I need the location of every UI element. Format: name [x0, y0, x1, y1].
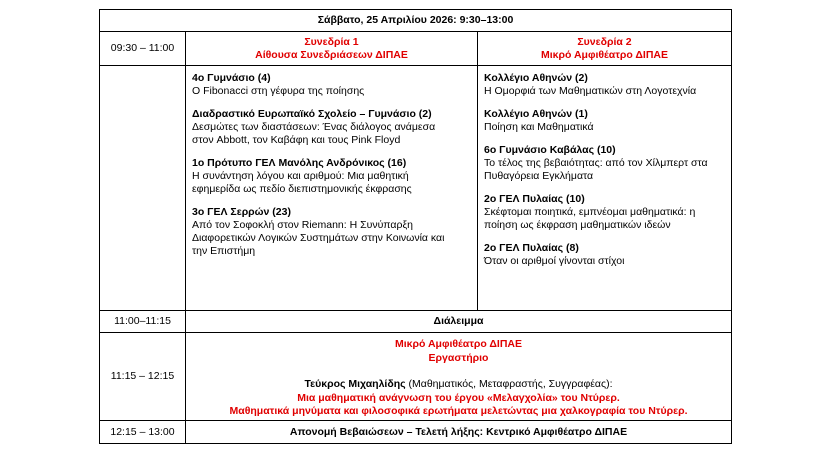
school-name: Κολλέγιο Αθηνών (1): [484, 108, 588, 120]
school-name: 3ο ΓΕΛ Σερρών (23): [192, 206, 291, 218]
session1-room: Αίθουσα Συνεδριάσεων ΔΙΠΑΕ: [255, 49, 408, 61]
talk-title: Πυθαγόρεια Εγκλήματα: [484, 170, 594, 182]
header-row: [100, 10, 732, 32]
workshop-speaker-line: [186, 378, 731, 392]
talk-title: Από τον Σοφοκλή στον Riemann: Η Συνύπαρξη: [192, 219, 413, 231]
schedule-table: [99, 9, 732, 444]
closing-row: [100, 421, 732, 444]
closing-label: Απονομή Βεβαιώσεων – Τελετή λήξης: Κεντρικό Αμφιθέατρο ΔΙΠΑΕ: [186, 421, 732, 444]
talk-title: ποίηση ως έκφραση μαθηματικών ιδεών: [484, 219, 671, 231]
session2-item: [484, 144, 725, 183]
talk-title: Ποίηση και Μαθηματικά: [484, 121, 594, 133]
talk-title: Η Ομορφιά των Μαθηματικών στη Λογοτεχνία: [484, 85, 697, 97]
talk-title: Ο Fibonacci στη γέφυρα της ποίησης: [192, 85, 365, 97]
session2-item: [484, 108, 725, 134]
session1-item: [192, 157, 471, 196]
talk-title: Το τέλος της βεβαιότητας: από τον Χίλμπερτ στα: [484, 157, 708, 169]
talk-title: Δεσμώτες των διαστάσεων: Ένας διάλογος ανάμεσα: [192, 121, 436, 133]
session2-item: [484, 193, 725, 232]
school-name: 2ο ΓΕΛ Πυλαίας (8): [484, 242, 579, 254]
school-name: Διαδραστικό Ευρωπαϊκό Σχολείο – Γυμνάσιο (2): [192, 108, 432, 120]
time-cell-1215: 12:15 – 13:00: [100, 421, 186, 444]
talk-title: εφημερίδα ως πεδίο διεπιστημονικής έκφρασης: [192, 183, 412, 195]
session2-item: [484, 72, 725, 98]
workshop-speaker-role: (Μαθηματικός, Μεταφραστής, Συγγραφέας):: [405, 378, 613, 390]
session2-room: Μικρό Αμφιθέατρο ΔΙΠΑΕ: [540, 49, 668, 61]
school-name: 1ο Πρότυπο ΓΕΛ Μανόλης Ανδρόνικος (16): [192, 157, 407, 169]
session1-item: [192, 206, 471, 258]
school-name: 6ο Γυμνάσιο Καβάλας (10): [484, 144, 616, 156]
time-cell-1100: 11:00–11:15: [100, 311, 186, 333]
session1-item: [192, 108, 471, 147]
workshop-speaker: Τεύκρος Μιχαηλίδης: [304, 378, 406, 390]
break-label: Διάλειμμα: [186, 311, 732, 333]
session2-header: [478, 32, 732, 66]
session1-header: [186, 32, 478, 66]
workshop-row: [100, 333, 732, 421]
break-row: [100, 311, 732, 333]
session1-item: [192, 72, 471, 98]
workshop-line1: Μια μαθηματική ανάγνωση του έργου «Μελαγχολία» του Ντύρερ.: [297, 391, 620, 404]
sessions-title-row: [100, 32, 732, 66]
talk-title: Όταν οι αριθμοί γίνονται στίχοι: [484, 255, 625, 267]
session2-item: [484, 242, 725, 268]
time-cell-empty: [100, 66, 186, 311]
day-header: Σάββατο, 25 Απριλίου 2026: 9:30–13:00: [100, 10, 732, 32]
workshop-cell: [186, 333, 732, 421]
talk-title: Η συνάντηση λόγου και αριθμού: Μια μαθητική: [192, 170, 409, 182]
school-name: Κολλέγιο Αθηνών (2): [484, 72, 588, 84]
workshop-room: Μικρό Αμφιθέατρο ΔΙΠΑΕ: [394, 338, 522, 350]
school-name: 2ο ΓΕΛ Πυλαίας (10): [484, 193, 585, 205]
session2-title: Συνεδρία 2: [577, 36, 632, 48]
talk-title: στον Abbott, τον Καβάφη και τους Pink Floyd: [192, 134, 401, 146]
sessions-content-row: [100, 66, 732, 311]
session2-list: [478, 66, 732, 311]
talk-title: Σκέφτομαι ποιητικά, εμπνέομαι μαθηματικά: η: [484, 206, 696, 218]
workshop-line2: Μαθηματικά μηνύματα και φιλοσοφικά ερωτήματα μελετώντας μια χαλκογραφία του Ντύρερ.: [229, 405, 688, 417]
session1-list: [186, 66, 478, 311]
talk-title: Διαφορετικών Λογικών Συστημάτων στην Κοινωνία και: [192, 232, 445, 244]
talk-title: την Επιστήμη: [192, 245, 256, 257]
school-name: 4ο Γυμνάσιο (4): [192, 72, 271, 84]
time-cell-1115: 11:15 – 12:15: [100, 333, 186, 421]
time-cell-0930: 09:30 – 11:00: [100, 32, 186, 66]
session1-title: Συνεδρία 1: [304, 36, 359, 48]
workshop-type: Εργαστήριο: [428, 351, 489, 364]
